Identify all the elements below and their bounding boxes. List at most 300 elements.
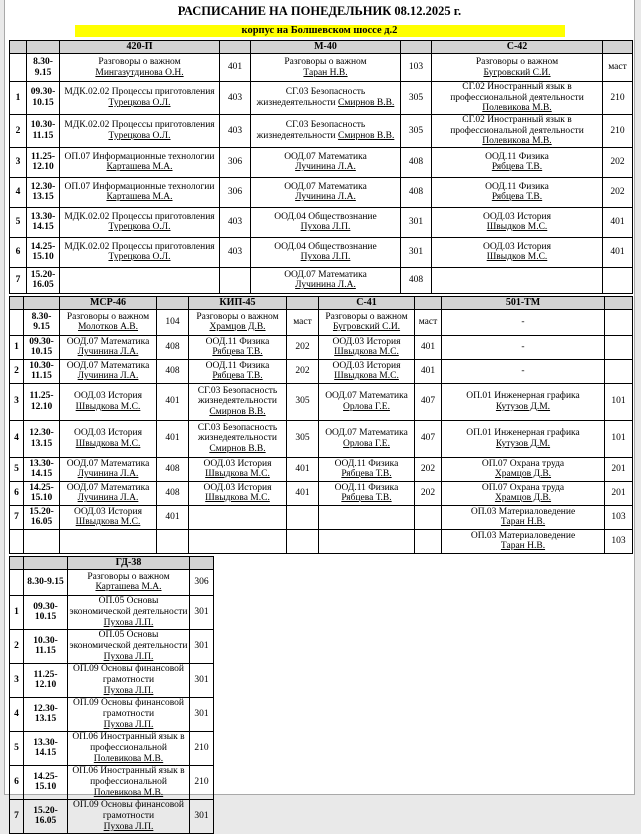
time-cell: 8.30-9.15 [24, 569, 68, 595]
lesson-cell [319, 529, 415, 553]
subject-name: ООД.03 История [482, 211, 552, 222]
room-header-cell [157, 296, 189, 309]
room-cell [605, 359, 633, 383]
teacher-name: Мингазутдинова О.Н. [95, 67, 184, 78]
teacher-name: Полевикова М.В. [93, 753, 164, 764]
schedule-row [10, 799, 214, 833]
teacher-name: Орлова Г.Е. [343, 401, 390, 412]
subject-name: ООД.07 Математика [325, 428, 408, 439]
teacher-name: Пухова Л.П. [103, 617, 154, 628]
schedule-row [10, 731, 214, 765]
time-cell: 11.25-12.10 [24, 383, 60, 420]
lesson-cell [251, 82, 401, 115]
subject-name: ООД.03 История [73, 506, 143, 517]
lesson-cell [189, 335, 287, 359]
teacher-name: Лучинина Л.А. [295, 192, 356, 203]
schedule-row [10, 457, 633, 481]
teacher-name: Швыдкова М.С. [334, 371, 399, 382]
lesson-cell [442, 457, 605, 481]
lesson-cell [60, 147, 220, 177]
teacher-name: Смирнов В.В. [338, 97, 395, 108]
room-cell [605, 335, 633, 359]
teacher-name: Карташева М.А. [106, 162, 173, 173]
teacher-name: Бугровский С.И. [332, 322, 401, 333]
room-cell: 407 [415, 383, 442, 420]
subject-name: ООД.03 История [203, 458, 272, 469]
schedule-row [10, 569, 214, 595]
group-header-С-41: С-41 [319, 296, 415, 309]
room-cell: 408 [401, 267, 432, 293]
room-header-cell [287, 296, 319, 309]
campus-subtitle-highlight: корпус на Болшевском шоссе д.2 [75, 25, 565, 37]
room-cell: 301 [190, 799, 214, 833]
lesson-cell [319, 309, 415, 335]
room-cell: 104 [157, 309, 189, 335]
schedule-row [10, 267, 633, 293]
room-header-cell [415, 296, 442, 309]
subject-name: ООД.07 Математика [325, 391, 408, 402]
time-cell: 09.30-10.15 [24, 335, 60, 359]
room-cell: 202 [603, 147, 633, 177]
row-number-cell: 1 [10, 595, 24, 629]
room-cell: 408 [157, 335, 189, 359]
subject-name: ООД.07 Математика [66, 458, 150, 469]
lesson-cell [189, 309, 287, 335]
teacher-name: Лучинина Л.А. [295, 280, 356, 291]
row-number-cell: 7 [10, 505, 24, 529]
group-header-М-40: М-40 [251, 41, 401, 54]
subject-name: Разговоры о важном [66, 311, 150, 322]
row-number-cell: 5 [10, 457, 24, 481]
room-cell: маст [603, 54, 633, 82]
room-cell: 305 [401, 114, 432, 147]
lesson-cell [60, 54, 220, 82]
time-cell: 13.30-14.15 [24, 457, 60, 481]
subject-name: ООД.03 История [482, 241, 552, 252]
room-cell: 408 [157, 457, 189, 481]
subject-name: ОП.07 Информационные технологии [64, 181, 215, 192]
subject-name: ОП.03 Материаловедение [470, 506, 576, 517]
schedule-row [10, 629, 214, 663]
schedule-row [10, 54, 633, 82]
lesson-text: СГ.03 Безопасность жизнедеятельности Смирнов В.В. [197, 385, 278, 418]
room-cell: 101 [605, 383, 633, 420]
room-cell: 401 [287, 457, 319, 481]
room-cell: маст [287, 309, 319, 335]
schedule-row [10, 383, 633, 420]
time-cell: 14.25-15.10 [24, 481, 60, 505]
room-cell: 401 [157, 420, 189, 457]
lesson-cell [60, 505, 157, 529]
schedule-row [10, 309, 633, 335]
row-number-cell: 2 [10, 359, 24, 383]
schedule-row [10, 663, 214, 697]
schedule-table-bottom [9, 556, 214, 834]
lesson-cell [60, 529, 157, 553]
lesson-cell [60, 359, 157, 383]
lesson-cell [189, 457, 287, 481]
subject-name: ОП.07 Охрана труда [481, 482, 565, 493]
teacher-name: Смирнов В.В. [209, 444, 266, 455]
group-header-МСР-46: МСР-46 [60, 296, 157, 309]
teacher-name: Швыдков М.С. [486, 252, 548, 263]
room-cell: маст [415, 309, 442, 335]
lesson-cell [60, 114, 220, 147]
lesson-cell [189, 383, 287, 420]
subject-name: МДК.02.02 Процессы приготовления [64, 241, 215, 252]
subject-name: МДК.02.02 Процессы приготовления [64, 211, 215, 222]
teacher-name: Карташева М.А. [95, 582, 162, 593]
room-cell: 210 [603, 82, 633, 115]
teacher-name: Пухова Л.П. [103, 685, 154, 696]
schedule-row [10, 505, 633, 529]
lesson-cell [319, 420, 415, 457]
time-cell: 13.30-14.15 [27, 207, 60, 237]
teacher-name: Таран Н.В. [500, 541, 546, 552]
time-cell: 10.30-11.15 [24, 359, 60, 383]
page-title: РАСПИСАНИЕ НА ПОНЕДЕЛЬНИК 08.12.2025 г. [177, 4, 462, 18]
room-cell: 210 [603, 114, 633, 147]
teacher-name: Рябцева Т.В. [491, 192, 543, 203]
room-cell [287, 529, 319, 553]
room-cell: 403 [220, 207, 251, 237]
room-cell: 301 [401, 207, 432, 237]
subject-name: ООД.04 Обществознание [274, 241, 377, 252]
subject-name: ООД.07 Математика [284, 269, 367, 280]
room-cell: 305 [287, 383, 319, 420]
room-cell: 403 [220, 237, 251, 267]
room-cell: 101 [605, 420, 633, 457]
schedule-row [10, 595, 214, 629]
room-cell: 210 [190, 765, 214, 799]
lesson-cell [442, 383, 605, 420]
lesson-cell [319, 359, 415, 383]
lesson-cell [432, 82, 603, 115]
time-cell: 8.30-9.15 [27, 54, 60, 82]
subject-name: Разговоры о важном [475, 56, 559, 67]
lesson-cell [319, 335, 415, 359]
room-cell: 301 [190, 663, 214, 697]
teacher-name: Швыдкова М.С. [75, 438, 141, 449]
subject-name: ОП.07 Информационные технологии [64, 151, 215, 162]
subject-name: Разговоры о важном [196, 311, 279, 322]
subject-name: ООД.11 Физика [485, 181, 549, 192]
lesson-cell [60, 207, 220, 237]
time-cell: 12.30-13.15 [24, 420, 60, 457]
teacher-name: Смирнов В.В. [338, 130, 395, 141]
corner-cell [10, 296, 24, 309]
subject-name: Разговоры о важном [98, 56, 181, 67]
row-number-cell: 3 [10, 383, 24, 420]
subject-name: ООД.11 Физика [334, 458, 399, 469]
time-cell: 8.30-9.15 [24, 309, 60, 335]
lesson-text: СГ.03 Безопасность жизнедеятельности Смирнов В.В. [197, 422, 278, 455]
lesson-cell [251, 207, 401, 237]
subject-name: ООД.07 Математика [66, 360, 150, 371]
lesson-cell [68, 663, 190, 697]
lesson-cell: - [442, 359, 605, 383]
schedule-row [10, 765, 214, 799]
subject-name: ООД.03 История [73, 391, 143, 402]
teacher-name: Полевикова М.В. [482, 136, 552, 147]
lesson-text: СГ.02 Иностранный язык в профессиональной деятельности Полевикова М.В. [450, 82, 584, 114]
time-cell: 10.30-11.15 [24, 629, 68, 663]
subject-name: МДК.02.02 Процессы приготовления [64, 120, 215, 131]
corner-cell [10, 556, 24, 569]
lesson-cell [60, 383, 157, 420]
group-header-КИП-45: КИП-45 [189, 296, 287, 309]
schedule-row [10, 237, 633, 267]
row-number-cell: 5 [10, 731, 24, 765]
subject-name: ОП.01 Инженерная графика [466, 428, 580, 439]
teacher-name: Пухова Л.П. [300, 222, 351, 233]
teacher-name: Лучинина Л.А. [77, 347, 139, 358]
teacher-name: Храмцов Д.В. [494, 493, 552, 504]
room-cell: 306 [220, 177, 251, 207]
schedule-row [10, 359, 633, 383]
room-cell: 401 [415, 359, 442, 383]
time-header-cell [27, 41, 60, 54]
schedule-row [10, 82, 633, 115]
room-cell: 202 [287, 335, 319, 359]
room-cell: 103 [605, 529, 633, 553]
subject-name: ООД.07 Математика [66, 336, 150, 347]
subject-name: ОП.03 Материаловедение [470, 530, 576, 541]
lesson-cell [319, 481, 415, 505]
lesson-cell [251, 114, 401, 147]
teacher-name: Рябцева Т.В. [341, 493, 392, 504]
document-page [4, 0, 635, 832]
room-cell: 401 [220, 54, 251, 82]
room-header-cell [190, 556, 214, 569]
lesson-cell [251, 54, 401, 82]
teacher-name: Бугровский С.И. [483, 67, 551, 78]
subject-name: ООД.04 Обществознание [274, 211, 377, 222]
teacher-name: Храмцов Д.В. [494, 469, 552, 480]
room-cell: 301 [190, 697, 214, 731]
time-cell: 09.30-10.15 [24, 595, 68, 629]
lesson-cell: - [442, 335, 605, 359]
room-cell [605, 309, 633, 335]
row-number-cell: 4 [10, 177, 27, 207]
row-number-cell: 3 [10, 147, 27, 177]
lesson-cell [60, 237, 220, 267]
room-cell: 305 [401, 82, 432, 115]
schedule-row [10, 147, 633, 177]
schedule-row [10, 207, 633, 237]
time-cell: 15.20-16.05 [27, 267, 60, 293]
teacher-name: Пухова Л.П. [103, 651, 154, 662]
time-cell: 14.25-15.10 [24, 765, 68, 799]
schedule-row [10, 177, 633, 207]
subject-name: ОП.09 Основы финансовой грамотности [73, 698, 184, 719]
subject-name: ООД.03 История [332, 360, 401, 371]
teacher-name: Швыдкова М.С. [334, 347, 399, 358]
teacher-name: Швыдкова М.С. [205, 469, 270, 480]
lesson-text: ОП.05 Основы экономической деятельности Пухова Л.П. [69, 630, 188, 662]
lesson-cell [189, 359, 287, 383]
subject-name: ООД.11 Физика [485, 151, 549, 162]
room-cell: 202 [603, 177, 633, 207]
schedule-row [10, 481, 633, 505]
lesson-cell [68, 765, 190, 799]
row-number-cell: 6 [10, 481, 24, 505]
room-cell: 401 [287, 481, 319, 505]
time-cell: 10.30-11.15 [27, 114, 60, 147]
subject-name: ООД.07 Математика [284, 151, 367, 162]
subject-name: ООД.07 Математика [284, 181, 367, 192]
teacher-name: Турецкова О.Л. [108, 222, 171, 233]
subject-name: ООД.03 История [203, 482, 272, 493]
lesson-cell [442, 481, 605, 505]
room-cell: 407 [415, 420, 442, 457]
group-header-ГД-38: ГД-38 [68, 556, 190, 569]
room-cell: 408 [401, 147, 432, 177]
teacher-name: Таран Н.В. [500, 517, 546, 528]
lesson-cell [60, 309, 157, 335]
lesson-text: ОП.06 Иностранный язык в профессиональной Полевикова М.В. [72, 732, 185, 764]
teacher-name: Храмцов Д.В. [209, 322, 266, 333]
lesson-cell [60, 481, 157, 505]
room-cell [157, 529, 189, 553]
teacher-name: Орлова Г.Е. [343, 438, 390, 449]
schedule-row [10, 529, 633, 553]
lesson-cell [68, 697, 190, 731]
row-number-cell: 1 [10, 335, 24, 359]
lesson-cell [432, 207, 603, 237]
room-cell: 103 [401, 54, 432, 82]
subject-name: МДК.02.02 Процессы приготовления [64, 87, 215, 98]
row-number-cell: 1 [10, 82, 27, 115]
room-cell: 201 [605, 457, 633, 481]
room-cell: 306 [190, 569, 214, 595]
lesson-cell [432, 177, 603, 207]
time-cell: 11.25-12.10 [27, 147, 60, 177]
schedule-table-top [9, 40, 633, 294]
teacher-name: Полевикова М.В. [93, 787, 164, 798]
subject-name: ОП.01 Инженерная графика [466, 391, 580, 402]
room-cell [220, 267, 251, 293]
time-cell: 14.25-15.10 [27, 237, 60, 267]
teacher-name: Рябцева Т.В. [491, 162, 543, 173]
room-cell: 401 [603, 237, 633, 267]
room-header-cell [603, 41, 633, 54]
subject-name: ОП.09 Основы финансовой грамотности [73, 800, 184, 821]
subject-name: ООД.11 Физика [334, 482, 399, 493]
lesson-cell [189, 529, 287, 553]
teacher-name: Рябцева Т.В. [212, 347, 263, 358]
teacher-name: Молотков А.В. [77, 322, 139, 333]
teacher-name: Турецкова О.Л. [108, 97, 171, 108]
row-number-cell [10, 309, 24, 335]
teacher-name: Полевикова М.В. [482, 103, 552, 114]
teacher-name: Пухова Л.П. [300, 252, 351, 263]
teacher-name: Лучинина Л.А. [77, 371, 139, 382]
room-cell: 301 [190, 629, 214, 663]
room-cell: 403 [220, 114, 251, 147]
time-cell: 13.30-14.15 [24, 731, 68, 765]
row-number-cell: 5 [10, 207, 27, 237]
lesson-cell [68, 629, 190, 663]
lesson-cell [319, 383, 415, 420]
lesson-cell [68, 799, 190, 833]
lesson-cell [251, 177, 401, 207]
room-cell: 403 [220, 82, 251, 115]
teacher-name: Рябцева Т.В. [341, 469, 392, 480]
lesson-cell [442, 420, 605, 457]
time-cell: 12.30-13.15 [24, 697, 68, 731]
room-cell [415, 505, 442, 529]
lesson-text: ОП.06 Иностранный язык в профессиональной Полевикова М.В. [72, 766, 185, 798]
teacher-name: Турецкова О.Л. [108, 252, 171, 263]
room-cell: 202 [287, 359, 319, 383]
lesson-cell [189, 481, 287, 505]
corner-cell [10, 41, 27, 54]
room-cell: 103 [605, 505, 633, 529]
lesson-cell [442, 505, 605, 529]
subject-name: ОП.07 Охрана труда [481, 458, 565, 469]
room-header-cell [220, 41, 251, 54]
subject-name: Разговоры о важном [284, 56, 367, 67]
time-header-cell [24, 296, 60, 309]
lesson-cell: - [442, 309, 605, 335]
subject-name: ООД.11 Физика [205, 360, 270, 371]
subject-name: ООД.03 История [332, 336, 401, 347]
teacher-name: Смирнов В.В. [209, 407, 266, 418]
subject-name: Разговоры о важном [87, 571, 170, 582]
room-cell: 301 [401, 237, 432, 267]
lesson-cell [68, 569, 190, 595]
lesson-text: СГ.02 Иностранный язык в профессиональной деятельности Полевикова М.В. [450, 114, 584, 147]
room-cell: 201 [605, 481, 633, 505]
subject-name: ООД.07 Математика [66, 482, 150, 493]
teacher-name: Кутузов Д.М. [495, 438, 551, 449]
row-number-cell: 2 [10, 629, 24, 663]
lesson-cell [319, 505, 415, 529]
room-cell: 401 [603, 207, 633, 237]
lesson-cell [432, 237, 603, 267]
room-cell: 202 [415, 481, 442, 505]
teacher-name: Лучинина Л.А. [295, 162, 356, 173]
room-cell: 401 [415, 335, 442, 359]
lesson-cell [60, 335, 157, 359]
teacher-name: Карташева М.А. [106, 192, 173, 203]
lesson-cell [319, 457, 415, 481]
teacher-name: Пухова Л.П. [103, 821, 154, 832]
teacher-name: Швыдкова М.С. [75, 517, 141, 528]
time-cell: 09.30-10.15 [27, 82, 60, 115]
teacher-name: Рябцева Т.В. [212, 371, 263, 382]
room-header-cell [605, 296, 633, 309]
subject-name: ООД.11 Физика [205, 336, 270, 347]
lesson-cell [251, 267, 401, 293]
room-cell: 401 [157, 505, 189, 529]
subject-name: ОП.09 Основы финансовой грамотности [73, 664, 184, 685]
row-number-cell [10, 54, 27, 82]
teacher-name: Кутузов Д.М. [495, 401, 551, 412]
room-cell: 202 [415, 457, 442, 481]
schedule-table-middle [9, 296, 633, 554]
row-number-cell [10, 569, 24, 595]
lesson-cell [442, 529, 605, 553]
teacher-name: Швыдкова М.С. [75, 401, 141, 412]
lesson-cell [60, 267, 220, 293]
schedule-row [10, 335, 633, 359]
lesson-cell [432, 267, 603, 293]
time-cell: 15.20-16.05 [24, 799, 68, 833]
time-cell: 15.20-16.05 [24, 505, 60, 529]
row-number-cell: 6 [10, 765, 24, 799]
